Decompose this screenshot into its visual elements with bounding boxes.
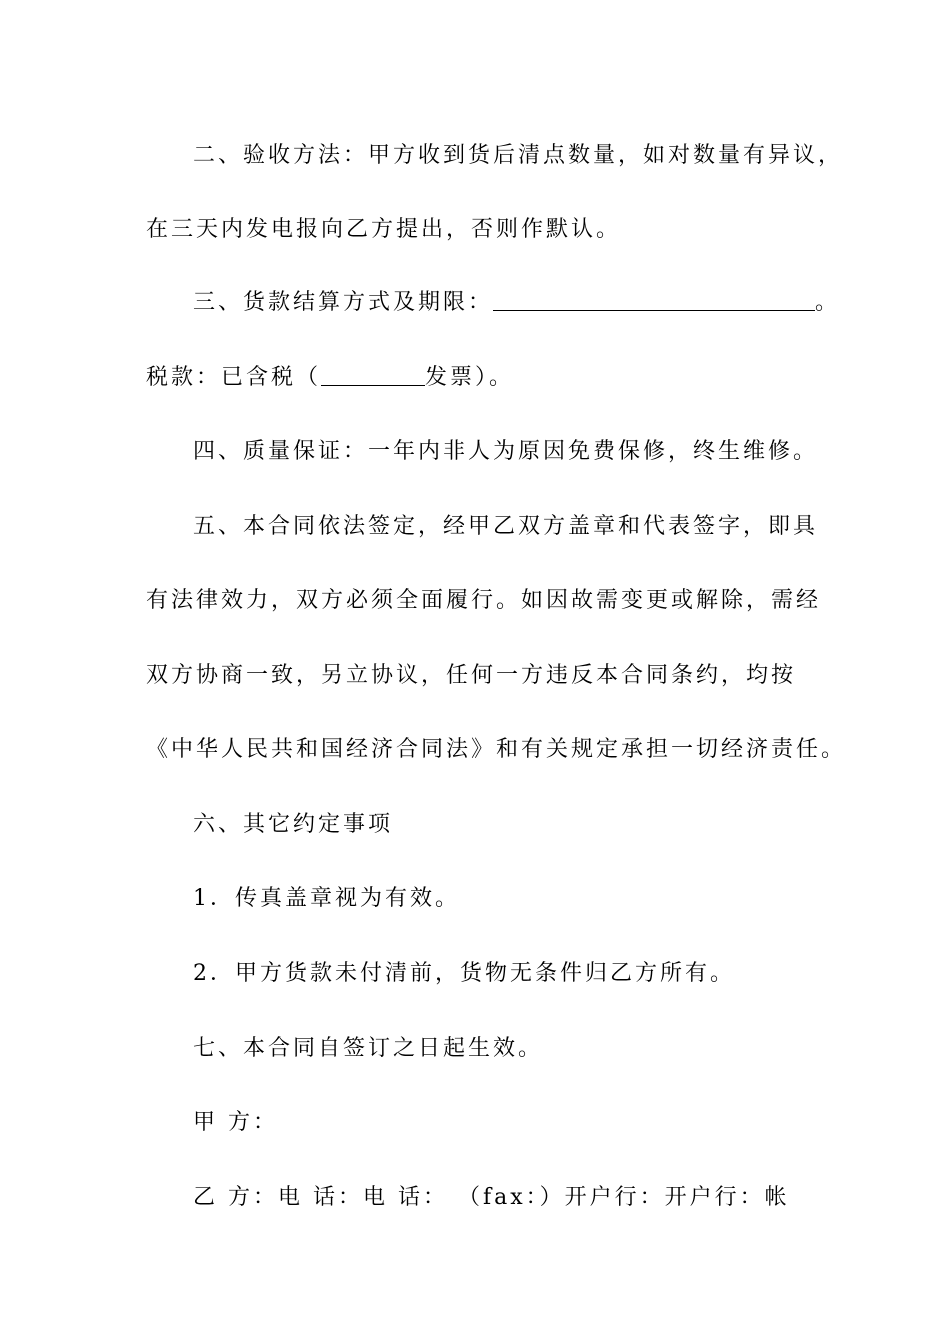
clause-6-item-2: 2．甲方货款未付清前，货物无条件归乙方所有。 [193,961,735,986]
clause-7: 七、本合同自签订之日起生效。 [193,1036,544,1061]
clause-3-end: 。 [815,290,841,315]
clause-5-line-1: 五、本合同依法签定，经甲乙双方盖章和代表签字，即具 [193,514,819,539]
party-a-line: 甲 方： [193,1110,278,1135]
clause-5-line-4: 《中华人民共和国经济合同法》和有关规定承担一切经济责任。 [146,737,847,762]
tax-prefix: 税款：已含税（ [146,365,322,390]
clause-4: 四、质量保证：一年内非人为原因免费保修，终生维修。 [193,439,819,464]
clause-3-line [193,288,883,318]
clause-2-line-1: 二、验收方法：甲方收到货后清点数量，如对数量有异议， [193,143,844,168]
invoice-type-blank [321,363,425,386]
clause-3-label: 三、货款结算方式及期限： [193,290,494,315]
clause-5-line-3: 双方协商一致，另立协议，任何一方违反本合同条约，均按 [146,663,797,688]
tax-suffix: 发票）。 [425,365,515,390]
clause-6-heading: 六、其它约定事项 [193,812,394,837]
payment-terms-blank [493,288,815,311]
clause-2-line-2: 在三天内发电报向乙方提出，否则作默认。 [146,217,622,242]
clause-5-line-2: 有法律效力，双方必须全面履行。如因故需变更或解除，需经 [146,588,822,613]
party-b-line: 乙 方：电 话：电 话： （fax：）开户行：开户行：帐 [193,1185,790,1210]
tax-line [146,363,836,393]
clause-6-item-1: 1．传真盖章视为有效。 [193,886,460,911]
